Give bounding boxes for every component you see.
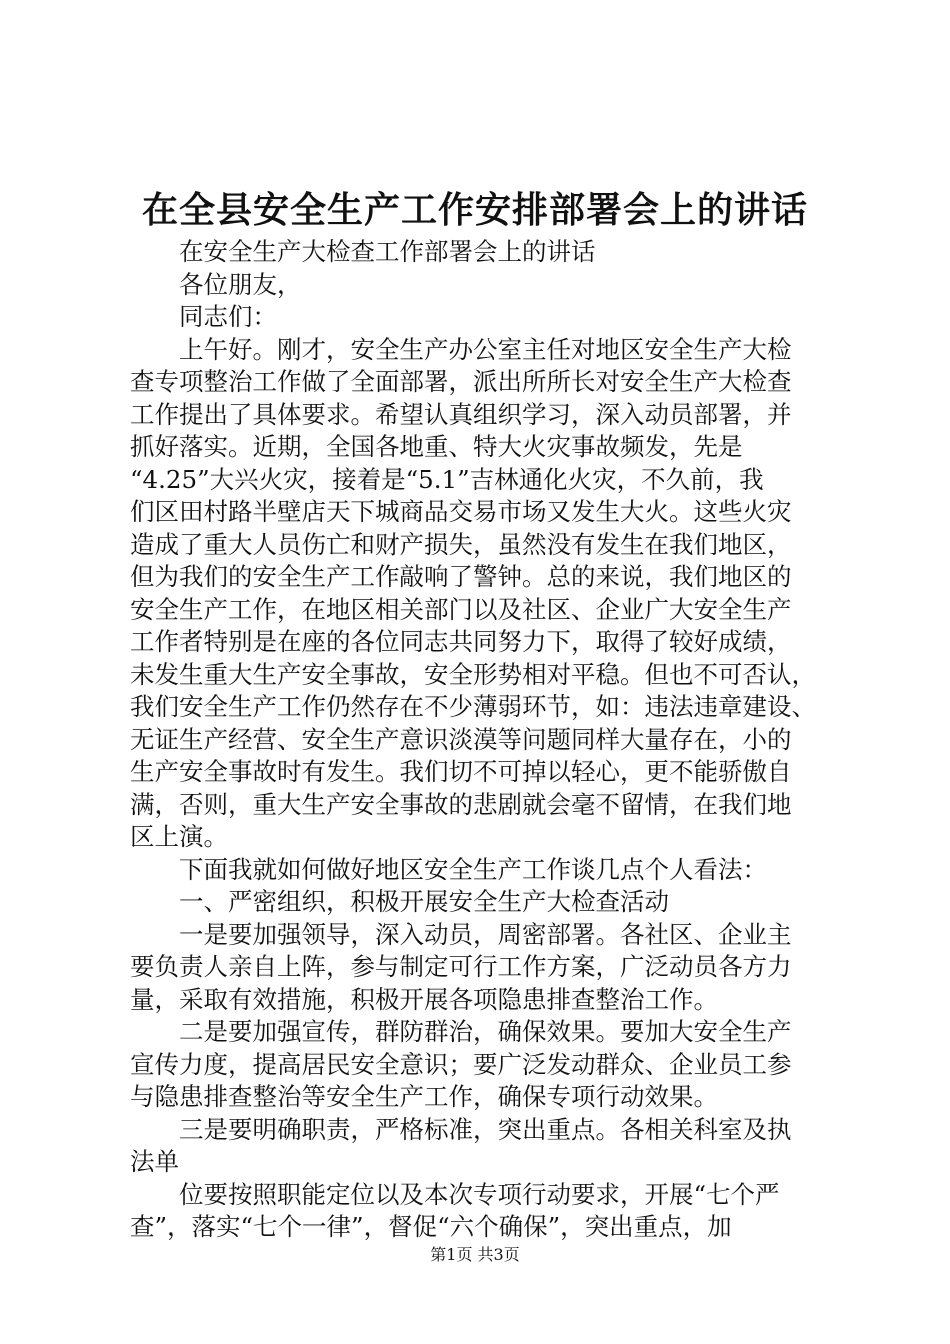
page-number: 第1页 共3页 [430,1245,520,1264]
text-line: 法单 [130,1147,179,1176]
text-line: 查专项整治工作做了全面部署，派出所所长对安全生产大检查 [130,367,792,396]
text-line: 区上演。 [130,822,228,851]
text-line: 上午好。刚才，安全生产办公室主任对地区安全生产大检 [179,334,792,364]
text-line: 造成了重大人员伤亡和财产损失，虽然没有发生在我们地区， [130,529,792,559]
text-line: 宣传力度，提高居民安全意识；要广泛发动群众、企业员工参 [130,1049,792,1079]
text-line: 安全生产工作，在地区相关部门以及社区、企业广大安全生产 [130,594,792,624]
text-line: 未发生重大生产安全事故，安全形势相对平稳。但也不可否认， [130,659,816,689]
text-line: 满，否则，重大生产安全事故的悲剧就会毫不留情，在我们地 [130,789,792,819]
text-line: 一、严密组织，积极开展安全生产大检查活动 [179,887,669,916]
text-line: 们区田村路半壁店天下城商品交易市场又发生大火。这些火灾 [130,497,792,526]
document-title: 在全县安全生产工作安排部署会上的讲话 [141,189,808,231]
text-line: “4.25”大兴火灾，接着是“5.1”吉林通化火灾，不久前，我 [130,464,764,494]
text-line: 与隐患排查整治等安全生产工作，确保专项行动效果。 [130,1082,718,1111]
text-line: 工作者特别是在座的各位同志共同努力下，取得了较好成绩， [130,627,792,656]
text-line: 各位朋友， [179,269,302,299]
document-body [130,236,842,1244]
text-line: 一是要加强领导，深入动员，周密部署。各社区、企业主 [179,919,792,949]
text-line: 生产安全事故时有发生。我们切不可掉以轻心，更不能骄傲自 [130,757,792,786]
text-line: 工作提出了具体要求。希望认真组织学习，深入动员部署，并 [130,399,792,429]
text-line: 在安全生产大检查工作部署会上的讲话 [179,237,596,266]
text-line: 二是要加强宣传，群防群治，确保效果。要加大安全生产 [179,1017,792,1046]
text-line: 量，采取有效措施，积极开展各项隐患排查整治工作。 [130,984,718,1014]
text-line: 我们安全生产工作仍然存在不少薄弱环节，如：违法违章建设、 [130,692,816,721]
text-line: 无证生产经营、安全生产意识淡漠等问题同样大量存在，小的 [130,724,792,754]
text-line: 三是要明确职责，严格标准，突出重点。各相关科室及执 [179,1114,792,1144]
text-line: 要负责人亲自上阵，参与制定可行工作方案，广泛动员各方力 [130,952,792,981]
text-line: 同志们： [179,302,277,331]
text-line: 下面我就如何做好地区安全生产工作谈几点个人看法： [179,854,767,884]
text-line: 查”，落实“七个一律”，督促“六个确保”，突出重点，加 [130,1212,732,1241]
text-line: 但为我们的安全生产工作敲响了警钟。总的来说，我们地区的 [130,562,792,591]
text-line: 位要按照职能定位以及本次专项行动要求，开展“七个严 [179,1179,780,1209]
text-line: 抓好落实。近期，全国各地重、特大火灾事故频发，先是 [130,432,743,461]
